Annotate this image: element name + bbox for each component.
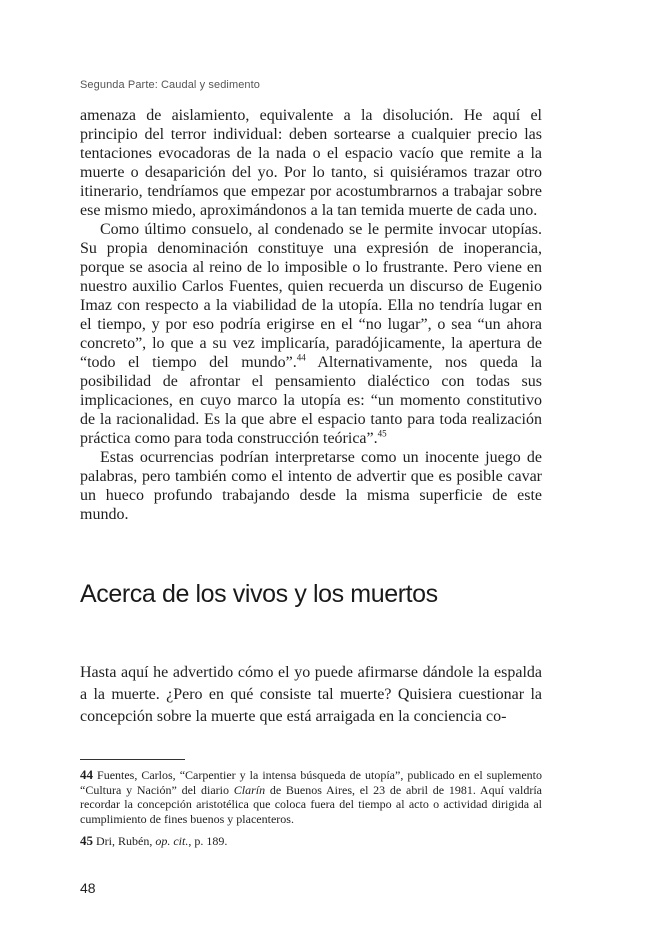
footnote-divider bbox=[80, 759, 185, 760]
footnote-text: , p. 189. bbox=[188, 834, 228, 848]
section-heading: Acerca de los vivos y los muertos bbox=[80, 580, 438, 608]
footnote-44 bbox=[80, 768, 542, 826]
footnote-text: Fuentes, Carlos, “Carpentier y la intensa búsqueda de utopía”, publicado en el suplemento “Cultura y Nación” del diario bbox=[80, 768, 542, 797]
footnote-ref-44[interactable]: 44 bbox=[296, 352, 306, 363]
body-text bbox=[80, 106, 542, 524]
paragraph-2-part-a: Como último consuelo, al condenado se le permite invocar utopías. Su propia denominación constituye una expresión de inoperancia, porque se asocia al reino de lo imposible o lo frustrante. Pero viene en nuestro auxilio Carlos Fuentes, quien recuerda un discurso de Eugenio Imaz con respecto a la viabilidad de la utopía. Ella no tendría lugar en el tiempo, y por eso podría erigirse en el “no lugar”, o sea “un ahora concreto”, lo que a su vez implicaría, paradójicamente, la apertura de “todo el tiempo del mundo”. bbox=[80, 221, 542, 371]
footnote-text: Dri, Rubén, bbox=[96, 834, 156, 848]
footnote-number: 44 bbox=[80, 767, 93, 782]
paragraph-1: amenaza de aislamiento, equivalente a la disolución. He aquí el principio del terror individual: deben sortearse a cualquier precio las tentaciones evocadoras de la nada o el espacio vacío que remite a la muerte o desaparición del yo. Por lo tanto, si quisiéramos trazar otro itinerario, tendríamos que empezar por acostumbrarnos a trabajar sobre ese mismo miedo, aproximándonos a la tan temida muerte de cada uno. bbox=[80, 107, 542, 219]
running-header: Segunda Parte: Caudal y sedimento bbox=[80, 79, 261, 91]
footnote-italic: Clarín bbox=[233, 782, 266, 797]
section-text bbox=[80, 662, 542, 728]
footnote-text: de Buenos Aires, el 23 de abril de 1981. Aquí valdría recordar la concepción aristotélica que coloca fuera del tiempo al acto o actividad dirigida al cumplimiento de fines buenos y placenteros. bbox=[80, 782, 542, 826]
paragraph-3: Estas ocurrencias podrían interpretarse como un inocente juego de palabras, pero también como el intento de advertir que es posible cavar un hueco profundo trabajando desde la misma superficie de este mundo. bbox=[80, 449, 542, 523]
footnote-number: 45 bbox=[80, 833, 93, 848]
page-number: 48 bbox=[80, 880, 96, 896]
footnote-ref-45[interactable]: 45 bbox=[377, 428, 387, 439]
section-paragraph-1: Hasta aquí he advertido cómo el yo puede afirmarse dándole la espalda a la muerte. ¿Pero en qué consiste tal muerte? Quisiera cuestionar la concepción sobre la muerte que está arraigada en la conciencia co- bbox=[80, 664, 542, 725]
footnotes bbox=[80, 768, 542, 857]
footnote-45 bbox=[80, 834, 542, 849]
paragraph-2 bbox=[80, 220, 542, 448]
paragraph-2-part-b: Alternativamente, nos queda la posibilidad de afrontar el pensamiento dialéctico con todas sus implicaciones, en cuyo marco la utopía es: “un momento constitutivo de la racionalidad. Es la que abre el espacio tanto para toda realización práctica como para toda construcción teórica”. bbox=[80, 354, 542, 447]
footnote-italic: op. cit. bbox=[155, 834, 189, 848]
